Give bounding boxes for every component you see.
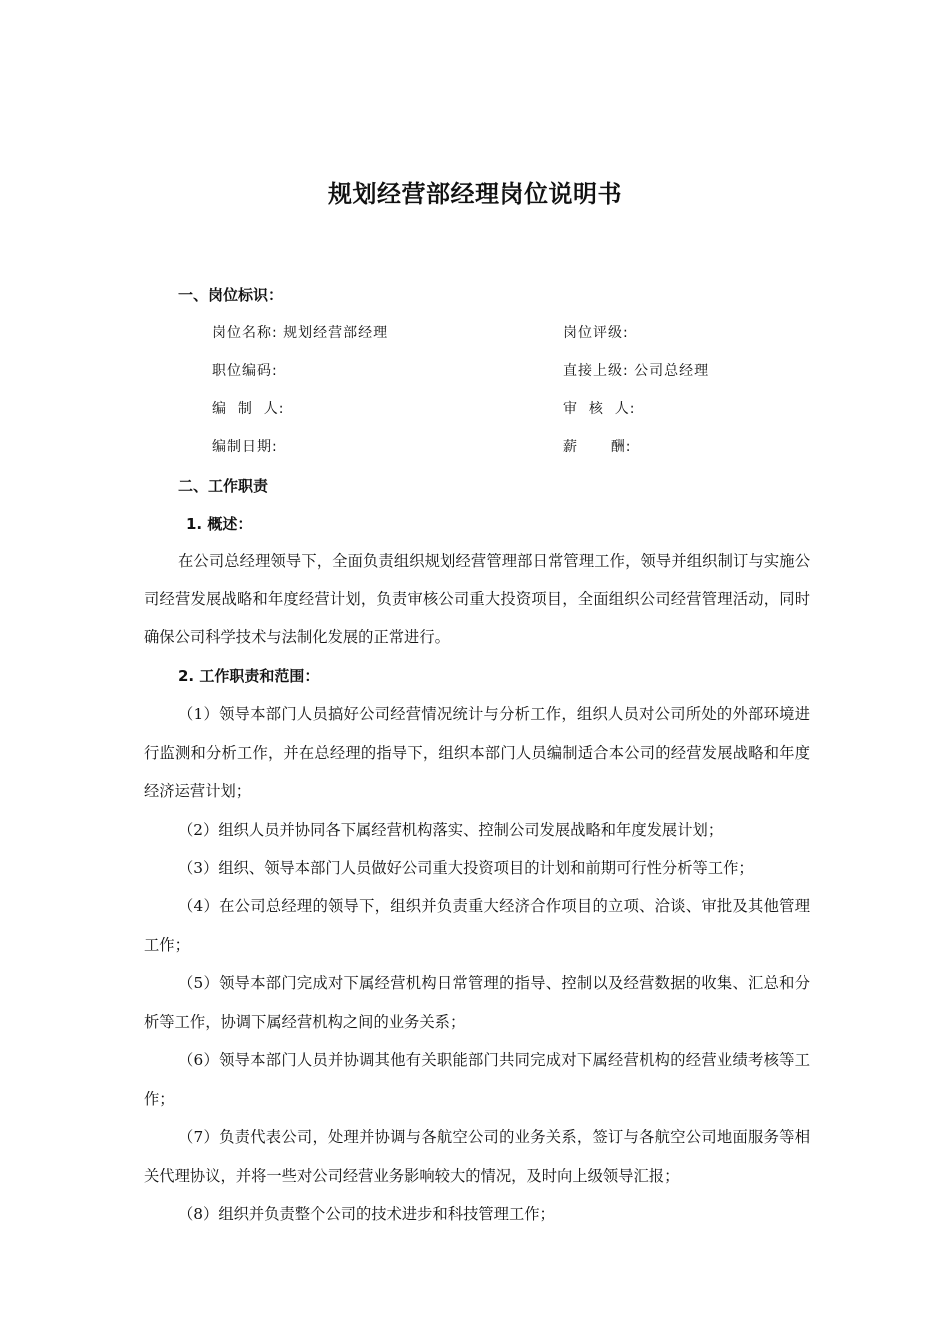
field-salary: 薪 酬: (563, 439, 632, 455)
field-compile-date: 编制日期: (212, 439, 278, 455)
document-title: 规划经营部经理岗位说明书 (328, 180, 622, 208)
field-compiler: 编 制 人: (212, 401, 285, 417)
duty-item-1: （1）领导本部门人员搞好公司经营情况统计与分析工作，组织人员对公司所处的外部环境进行监测和分析工作，并在总经理的指导下，组织本部门人员编制适合本公司的经营发展战略和年度经济运营计划； (144, 705, 810, 800)
field-direct-superior: 直接上级: 公司总经理 (563, 363, 710, 379)
overview-heading: 1. 概述： (186, 515, 253, 533)
overview-paragraph: 在公司总经理领导下，全面负责组织规划经营管理部日常管理工作，领导并组织制订与实施公司经营发展战略和年度经营计划，负责审核公司重大投资项目，全面组织公司经营管理活动，同时确保公司科学技术与法制化发展的正常进行。 (144, 552, 810, 646)
section-1-heading: 一、岗位标识： (178, 286, 284, 304)
duty-item-7: （7）负责代表公司，处理并协调与各航空公司的业务关系，签订与各航空公司地面服务等相关代理协议，并将一些对公司经营业务影响较大的情况，及时向上级领导汇报； (144, 1128, 810, 1185)
duty-item-2: （2）组织人员并协同各下属经营机构落实、控制公司发展战略和年度发展计划； (178, 821, 724, 839)
field-position-grade: 岗位评级: (563, 325, 629, 341)
duty-item-3: （3）组织、领导本部门人员做好公司重大投资项目的计划和前期可行性分析等工作； (178, 859, 754, 877)
duty-item-5: （5）领导本部门完成对下属经营机构日常管理的指导、控制以及经营数据的收集、汇总和分析等工作，协调下属经营机构之间的业务关系； (144, 974, 810, 1031)
duty-item-4: （4）在公司总经理的领导下，组织并负责重大经济合作项目的立项、洽谈、审批及其他管理工作； (144, 897, 810, 954)
duty-item-6: （6）领导本部门人员并协调其他有关职能部门共同完成对下属经营机构的经营业绩考核等工作； (144, 1051, 810, 1108)
field-position-name: 岗位名称: 规划经营部经理 (212, 325, 389, 341)
field-reviewer: 审 核 人: (563, 401, 636, 417)
section-2-heading: 二、工作职责 (178, 477, 269, 495)
field-position-code: 职位编码: (212, 363, 278, 379)
duties-heading: 2. 工作职责和范围： (178, 667, 320, 685)
duty-item-8: （8）组织并负责整个公司的技术进步和科技管理工作； (178, 1205, 555, 1223)
